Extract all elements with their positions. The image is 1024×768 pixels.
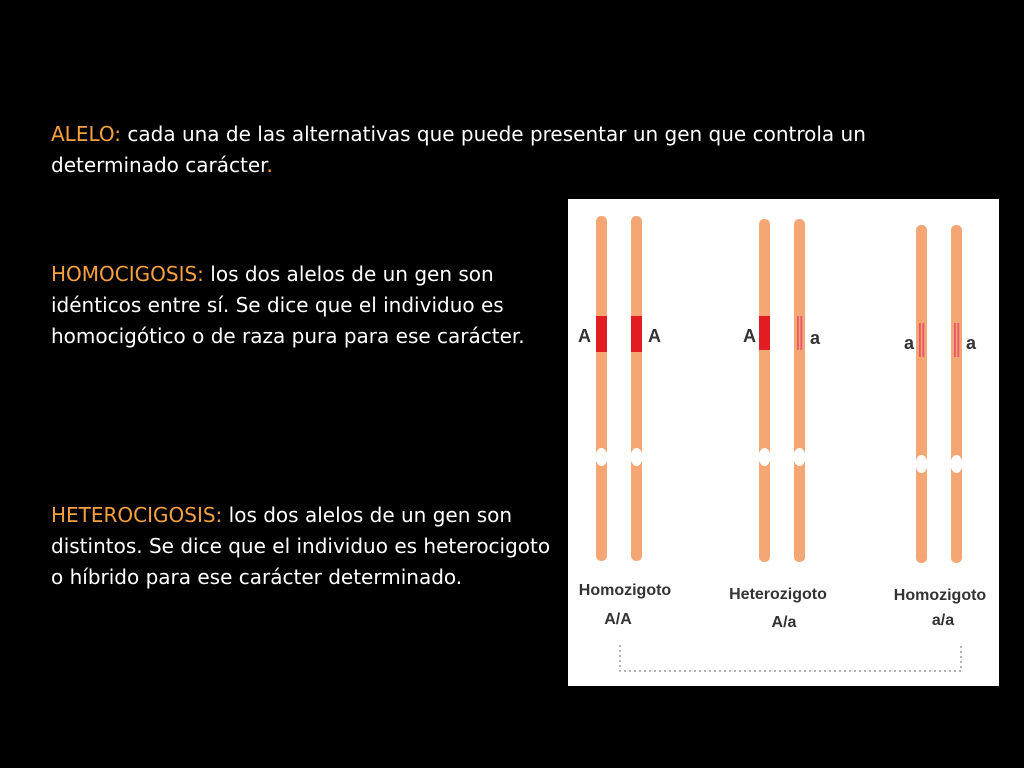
- chromosome-diagram: [568, 199, 999, 686]
- chromosome-3-left: [916, 225, 927, 563]
- chromosome-2-right: [794, 219, 805, 562]
- heterocigosis-term: HETEROCIGOSIS:: [51, 503, 223, 527]
- alelo-definition: [51, 119, 931, 181]
- chromosome-pair-1: [578, 216, 671, 628]
- centromere-2-right: [794, 448, 806, 466]
- pair-caption-1: Homozigoto: [578, 582, 672, 599]
- allele-label-3-left: a: [904, 333, 915, 353]
- allele-label-1-right: A: [648, 326, 661, 346]
- allele-label-2-left: A: [743, 326, 756, 346]
- centromere-3-right: [951, 455, 963, 473]
- homocigosis-definition: [51, 259, 551, 352]
- allele-band-2-left: [759, 316, 770, 350]
- chromosome-3-right: [951, 225, 962, 563]
- allele-label-2-right: a: [810, 328, 821, 348]
- pair-genotype-3: a/a: [931, 612, 955, 629]
- pair-genotype-2: A/a: [771, 614, 797, 631]
- chromosome-1-left: [596, 216, 607, 561]
- chromosome-pair-3: [894, 225, 987, 629]
- chromosome-pair-2: [729, 219, 827, 631]
- allele-label-3-right: a: [966, 333, 977, 353]
- allele-band-1-right: [631, 316, 642, 352]
- chromosome-figure: [568, 199, 999, 686]
- heterocigosis-definition: [51, 500, 551, 593]
- chromosome-1-right: [631, 216, 642, 561]
- chromosome-2-left: [759, 219, 770, 562]
- homocigosis-text: los dos alelos de un gen son idénticos entre sí. Se dice que el individuo es homocigótico o de raza pura para ese carácter.: [51, 262, 525, 348]
- centromere-1-right: [631, 448, 643, 466]
- homocigosis-term: HOMOCIGOSIS:: [51, 262, 204, 286]
- alelo-term: ALELO:: [51, 122, 122, 146]
- alelo-period: .: [266, 153, 273, 177]
- pair-caption-2: Heterozigoto: [729, 586, 827, 603]
- heterocigosis-text: los dos alelos de un gen son distintos. Se dice que el individuo es heterocigoto o híbrido para ese carácter determinado.: [51, 503, 551, 589]
- pair-caption-3: Homozigoto: [893, 587, 987, 604]
- allele-label-1-left: A: [578, 326, 591, 346]
- alelo-text: cada una de las alternativas que puede presentar un gen que controla un determinado carácter: [51, 122, 866, 177]
- centromere-3-left: [916, 455, 928, 473]
- centromere-2-left: [759, 448, 771, 466]
- allele-band-1-left: [596, 316, 607, 352]
- pair-genotype-1: A/A: [604, 611, 632, 628]
- centromere-1-left: [596, 448, 608, 466]
- dotted-bracket: [620, 645, 961, 671]
